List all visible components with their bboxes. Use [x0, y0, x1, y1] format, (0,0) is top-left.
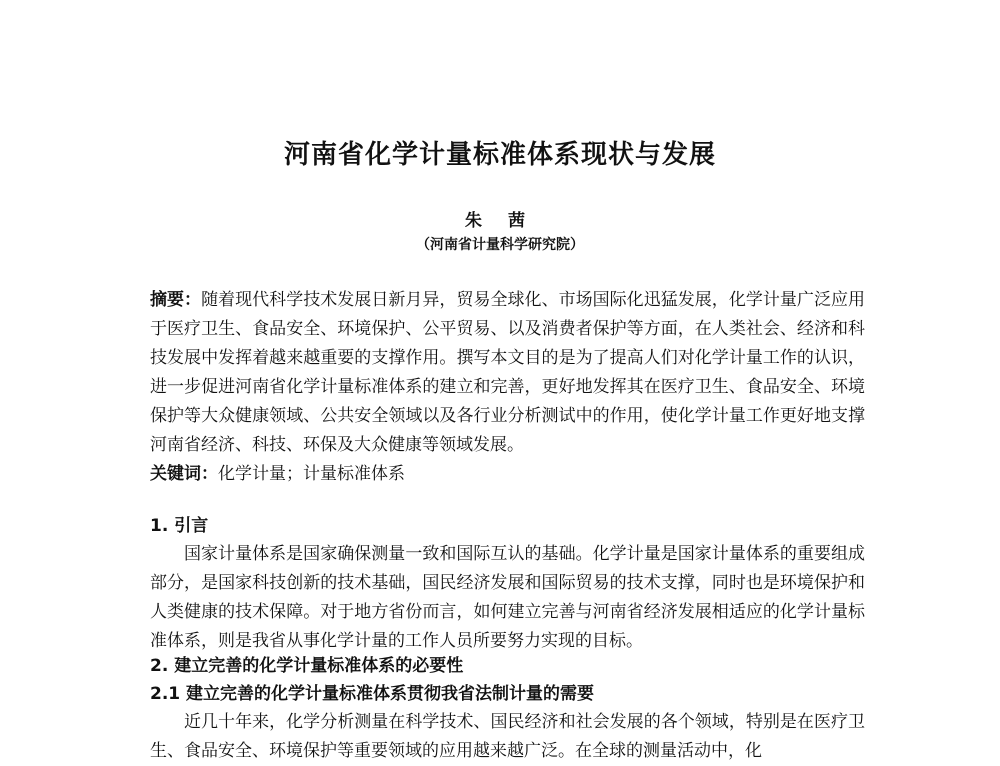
- section-2-1-body: 近几十年来，化学分析测量在科学技术、国民经济和社会发展的各个领域，特别是在医疗卫生、食品安全、环境保护等重要领域的应用越来越广泛。在全球的测量活动中，化: [150, 712, 865, 761]
- section-2-heading: 2. 建立完善的化学计量标准体系的必要性: [150, 656, 464, 676]
- abstract-label: 摘要：: [150, 290, 202, 310]
- abstract-paragraph: [150, 286, 865, 460]
- keywords-line: [150, 460, 865, 489]
- section-2-1-heading: 2.1 建立完善的化学计量标准体系贯彻我省法制计量的需要: [150, 684, 595, 704]
- keywords-label: 关键词：: [150, 464, 218, 484]
- keywords-text: 化学计量；计量标准体系: [218, 464, 405, 484]
- paper-title: 河南省化学计量标准体系现状与发展: [283, 140, 716, 170]
- author-affiliation: （河南省计量科学研究院）: [416, 237, 584, 253]
- author-name: 朱 茜: [465, 211, 535, 231]
- section-1-body: 国家计量体系是国家确保测量一致和国际互认的基础。化学计量是国家计量体系的重要组成部分，是国家科技创新的技术基础，国民经济发展和国际贸易的技术支撑，同时也是环境保护和人类健康的技术保障。对于地方省份而言，如何建立完善与河南省经济发展相适应的化学计量标准体系，则是我省从事化学计量的工作人员所要努力实现的目标。: [150, 544, 865, 651]
- section-1-heading: 1. 引言: [150, 516, 209, 536]
- abstract-text: 随着现代科学技术发展日新月异，贸易全球化、市场国际化迅猛发展，化学计量广泛应用于医疗卫生、食品安全、环境保护、公平贸易、以及消费者保护等方面，在人类社会、经济和科技发展中发挥着越来越重要的支撑作用。撰写本文目的是为了提高人们对化学计量工作的认识，进一步促进河南省化学计量标准体系的建立和完善，更好地发挥其在医疗卫生、食品安全、环境保护等大众健康领域、公共安全领域以及各行业分析测试中的作用，使化学计量工作更好地支撑河南省经济、科技、环保及大众健康等领域发展。: [150, 290, 866, 455]
